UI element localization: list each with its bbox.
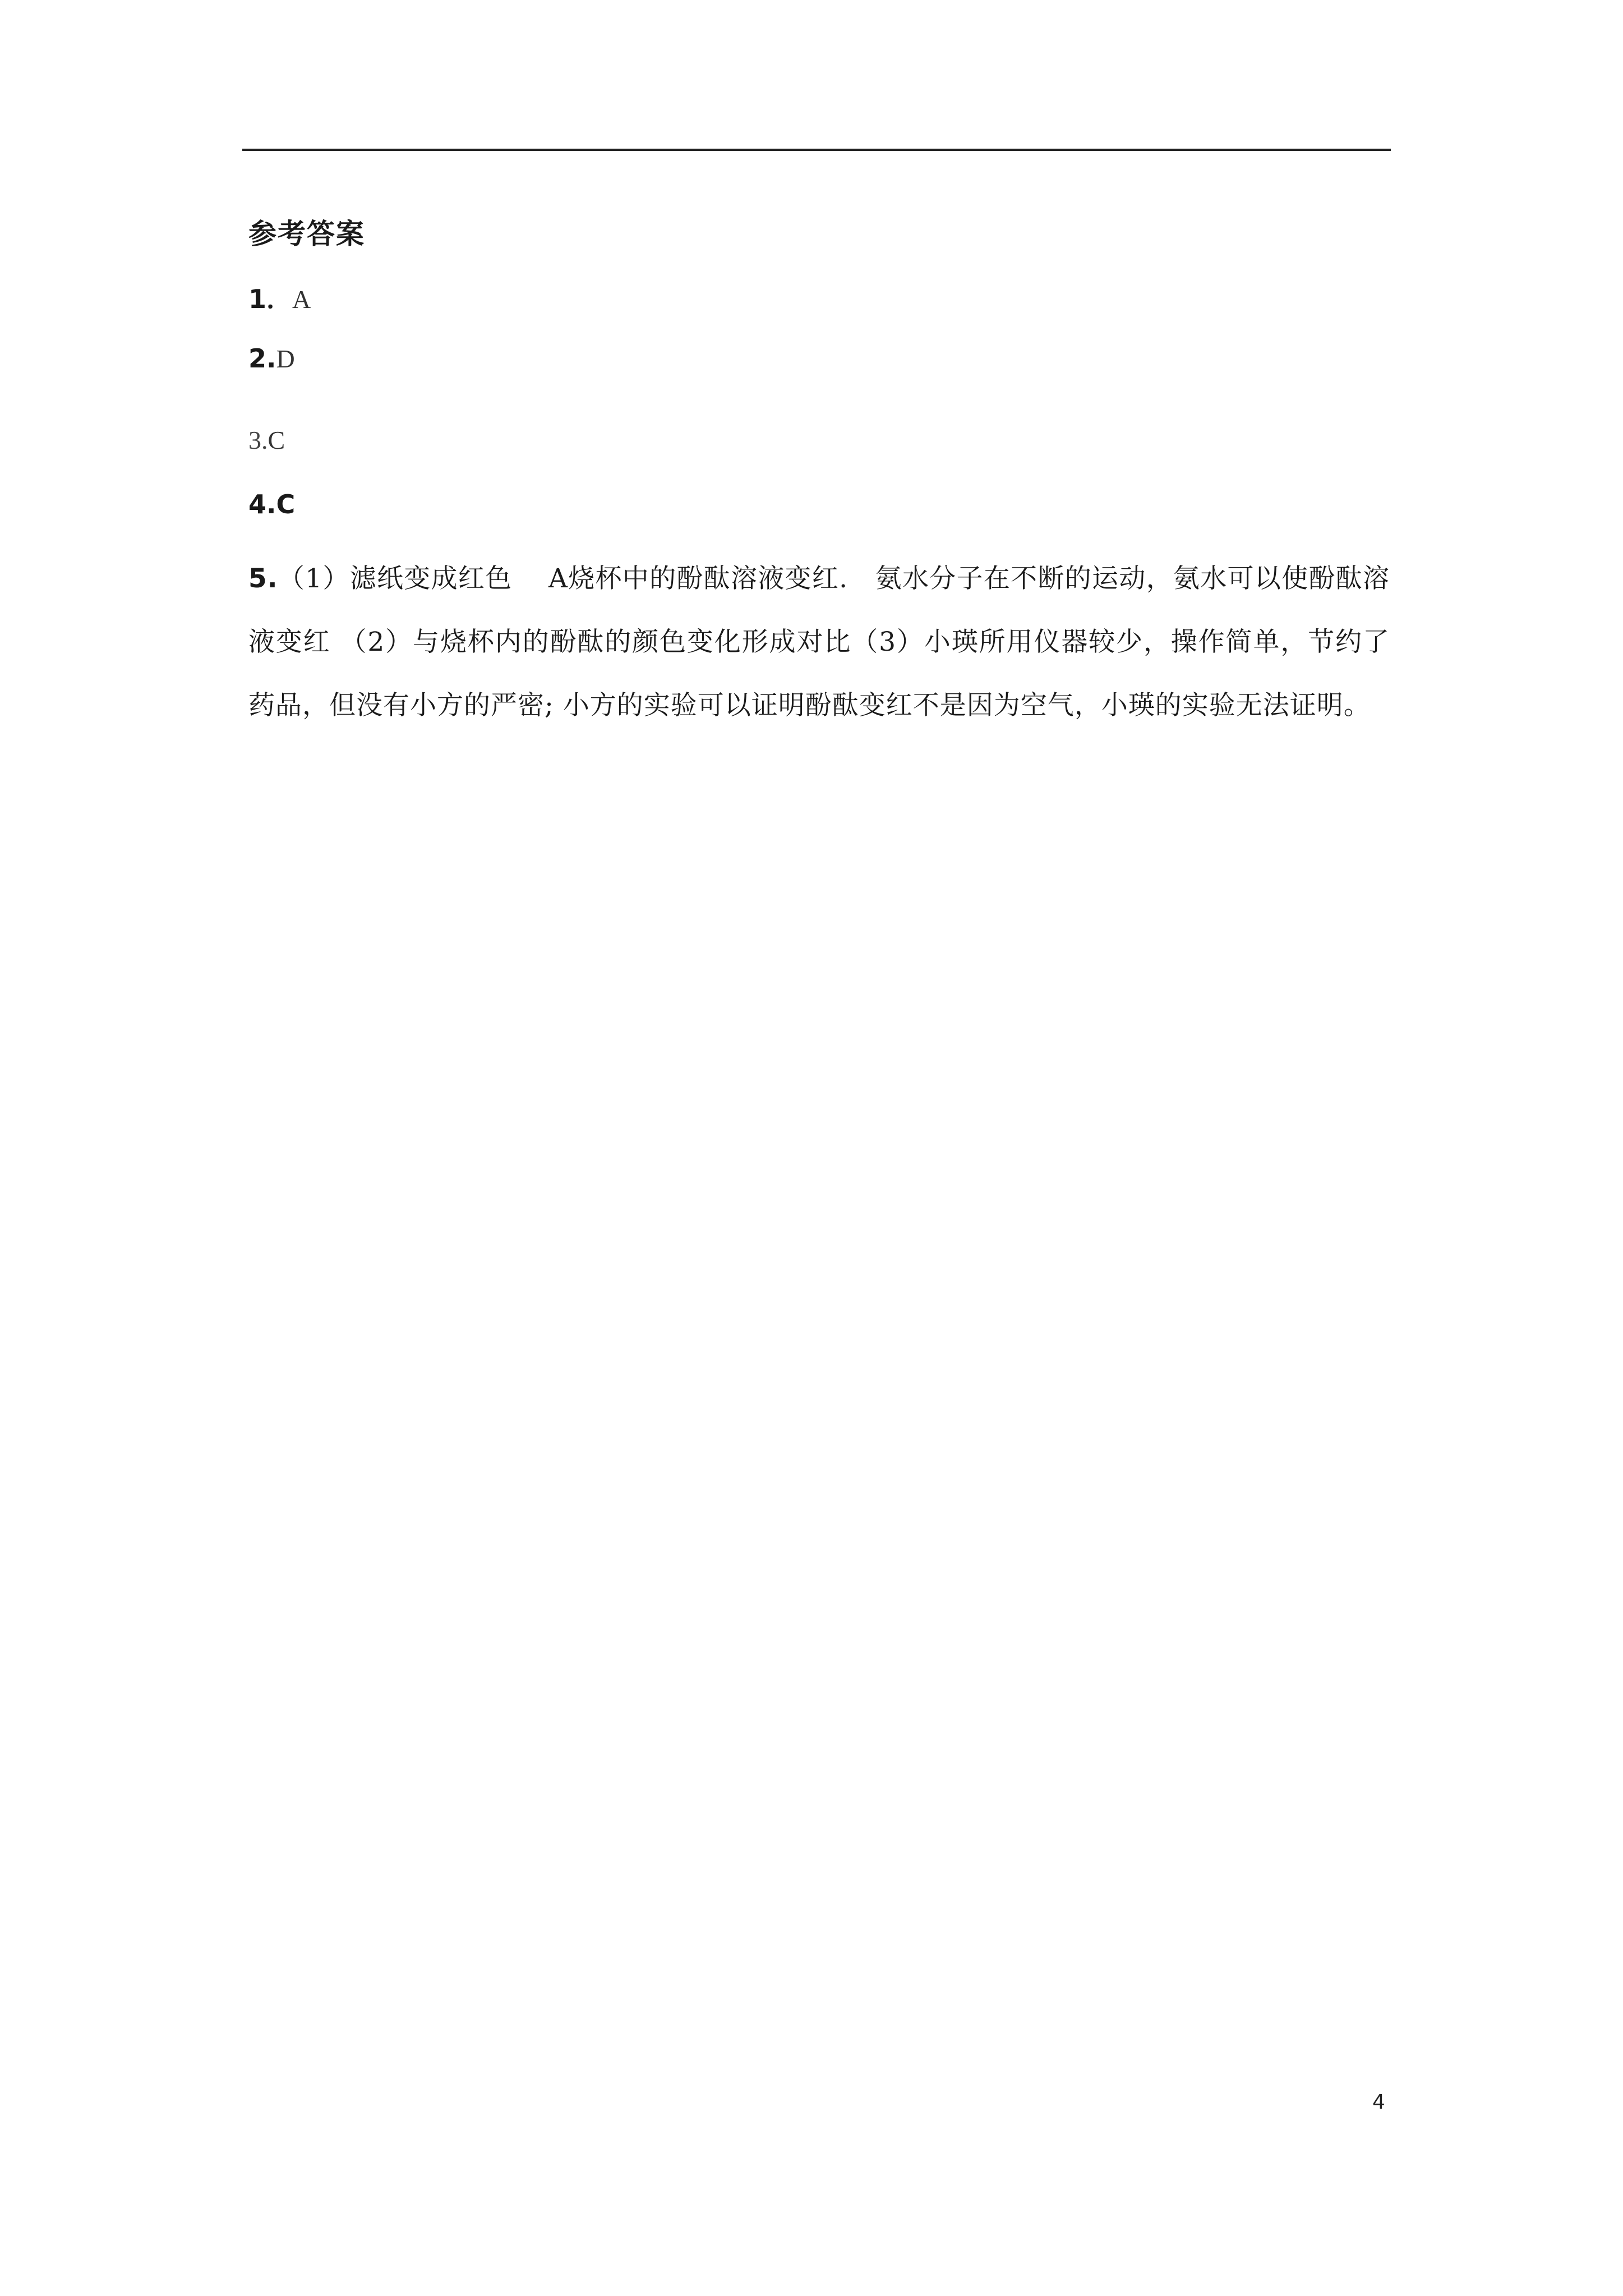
page-number: 4 xyxy=(1372,2091,1385,2114)
answer-item-5 xyxy=(248,547,1390,737)
answer-value: C xyxy=(276,489,296,519)
answer-number: 5. xyxy=(248,563,278,594)
header-rule xyxy=(242,149,1391,151)
answer-item-2 xyxy=(248,343,295,374)
answer-item-1 xyxy=(248,279,311,316)
answer-number: 2. xyxy=(248,343,276,374)
answer-number: 1． xyxy=(248,284,293,314)
section-title: 参考答案 xyxy=(248,218,365,250)
answer-item-4 xyxy=(248,489,295,519)
answer-number: 4. xyxy=(248,489,276,519)
answer-item-3 xyxy=(248,425,285,455)
answer-text: （1）滤纸变成红色 A烧杯中的酚酞溶液变红. 氨水分子在不断的运动，氨水可以使酚酞溶液变红 （2）与烧杯内的酚酞的颜色变化形成对比（3）小瑛所用仪器较少，操作简单，节约了药品，但没有小方的严密; 小方的实验可以证明酚酞变红不是因为空气，小瑛的实验无法证明。 xyxy=(248,563,1390,721)
answer-value: D xyxy=(276,344,295,373)
answer-number: 3. xyxy=(248,426,268,454)
answer-value: C xyxy=(268,426,285,454)
answer-value: A xyxy=(292,285,311,314)
